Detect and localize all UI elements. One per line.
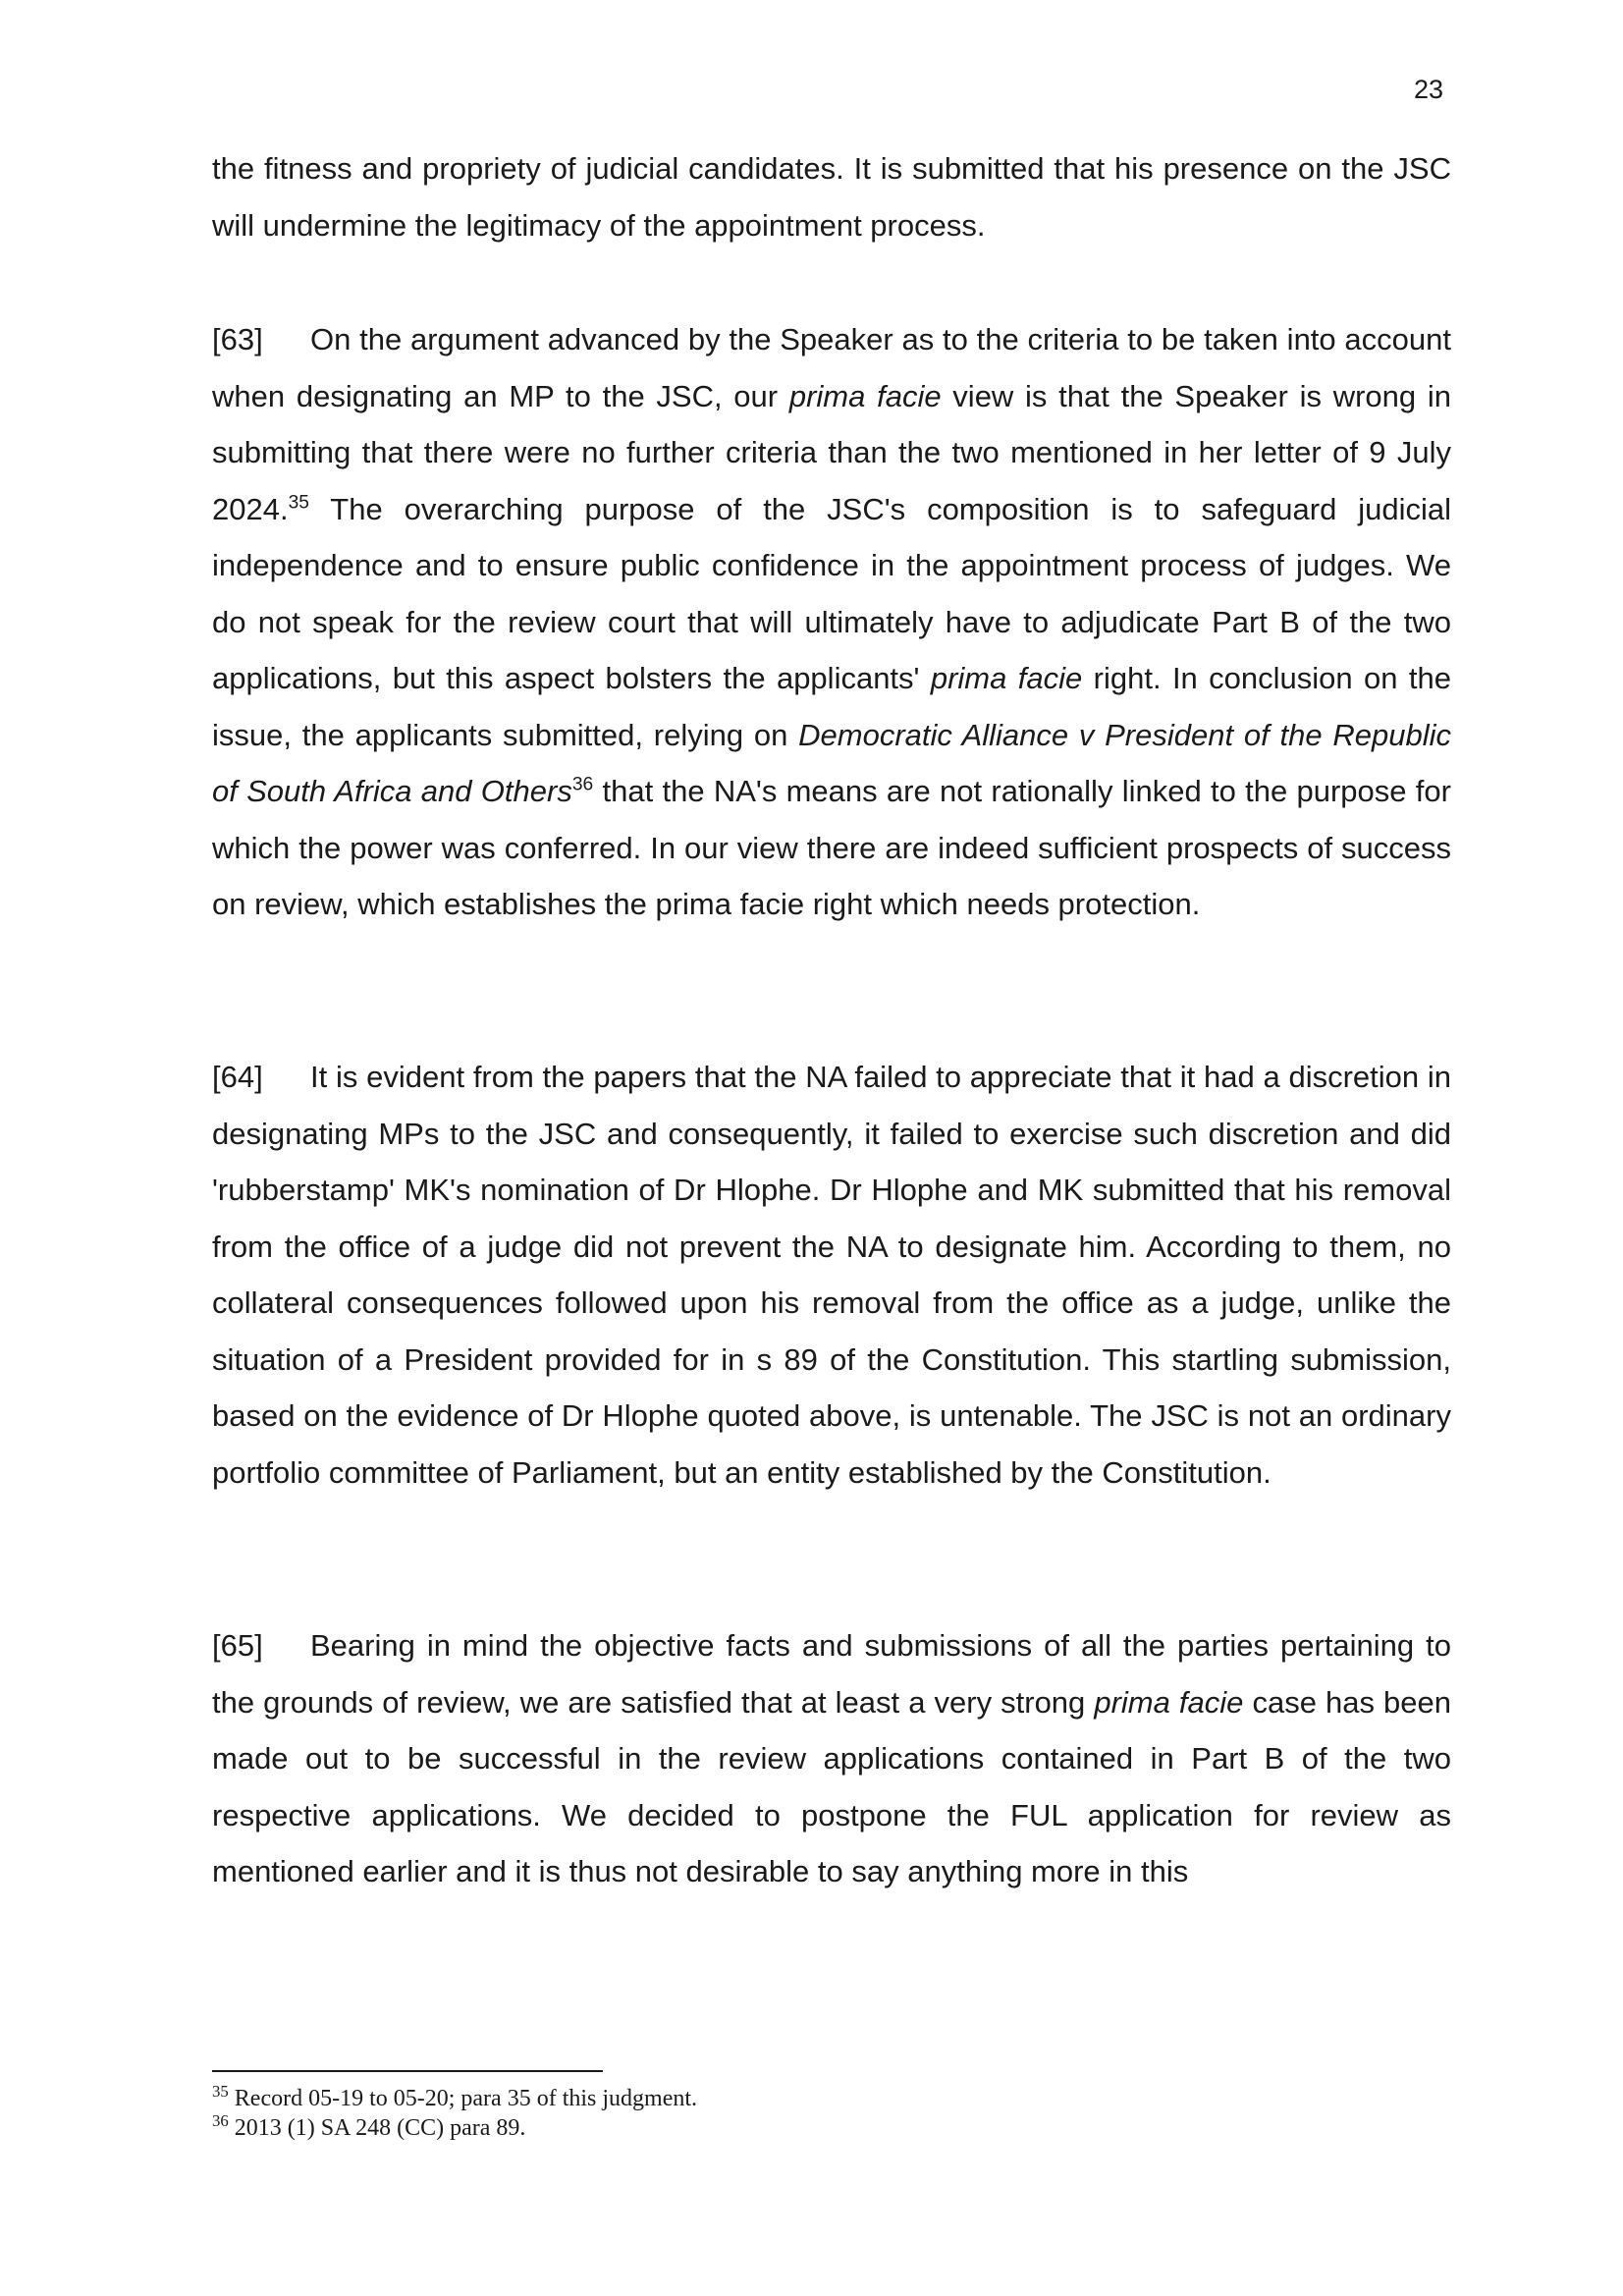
footnotes <box>212 2084 697 2143</box>
footnote-text: 2013 (1) SA 248 (CC) para 89. <box>234 2115 526 2141</box>
paragraph-number: [63] <box>212 322 263 356</box>
paragraph-continuation: the fitness and propriety of judicial candidates. It is submitted that his presence on the JSC will undermine the legitimacy of the appointment process. <box>212 151 1451 243</box>
footnote-divider <box>212 2070 603 2072</box>
italic-text: prima facie <box>788 378 942 413</box>
footnote-text: Record 05-19 to 05-20; para 35 of this judgment. <box>234 2086 698 2111</box>
paragraph-text: On the argument advanced by the Speaker as to the criteria to be taken into account when designating an MP to the JSC, our <box>212 322 1451 413</box>
paragraph-text: The overarching purpose of the JSC's composition is to safeguard judicial independence and to ensure public confidence in the appointment process of judges. We do not speak for the review court that will ultimately have to adjudicate Part B of the two applications, but this aspect bolsters the applicants' <box>212 491 1451 695</box>
footnote-ref-36[interactable]: 36 <box>571 774 594 795</box>
paragraph-number: [64] <box>212 1060 263 1094</box>
paragraph-text: right. In conclusion on the issue, the applicants submitted, relying on <box>212 661 1452 752</box>
paragraph-text: case has been made out to be successful in the review applications contained in Part B of the two respective applications. We decided to postpone the FUL application for review as mentioned earlier and it is thus not desirable to say anything more in this <box>212 1684 1451 1888</box>
italic-text: prima facie <box>1094 1684 1244 1720</box>
footnote-marker: 35 <box>212 2082 229 2101</box>
case-citation: Democratic Alliance v President of the Republic of South Africa and Others <box>212 717 1451 808</box>
footnote-35 <box>212 2084 697 2113</box>
paragraph-text: It is evident from the papers that the NA failed to appreciate that it had a discretion in designating MPs to the JSC and consequently, it failed to exercise such discretion and did 'rubberstamp' MK's nomination of Dr Hlophe. Dr Hlophe and MK submitted that his removal from the office of a judge did not prevent the NA to designate him. According to them, no collateral consequences followed upon his removal from the office as a judge, unlike the situation of a President provided for in s 89 of the Constitution. This startling submission, based on the evidence of Dr Hlophe quoted above, is untenable. The JSC is not an ordinary portfolio committee of Parliament, but an entity established by the Constitution. <box>212 1060 1451 1490</box>
footnote-ref-35[interactable]: 35 <box>288 492 309 514</box>
page-number: 23 <box>1414 75 1444 104</box>
footnote-marker: 36 <box>212 2111 229 2130</box>
italic-text: prima facie <box>930 661 1083 695</box>
paragraph-text: view is that the Speaker is wrong in submitting that there were no further criteria than the two mentioned in her letter of 9 July 2024. <box>212 378 1451 526</box>
paragraph-63 <box>212 311 1451 933</box>
paragraph-text: Bearing in mind the objective facts and submissions of all the parties pertaining to the grounds of review, we are satisfied that at least a very strong <box>212 1628 1451 1720</box>
paragraph-64 <box>212 1049 1451 1501</box>
paragraph-number: [65] <box>212 1628 263 1663</box>
paragraph-65 <box>212 1617 1451 1900</box>
footnote-36 <box>212 2113 697 2143</box>
paragraph-text: that the NA's means are not rationally linked to the purpose for which the power was conferred. In our view there are indeed sufficient prospects of success on review, which establishes the prima facie right which needs protection. <box>212 774 1451 921</box>
